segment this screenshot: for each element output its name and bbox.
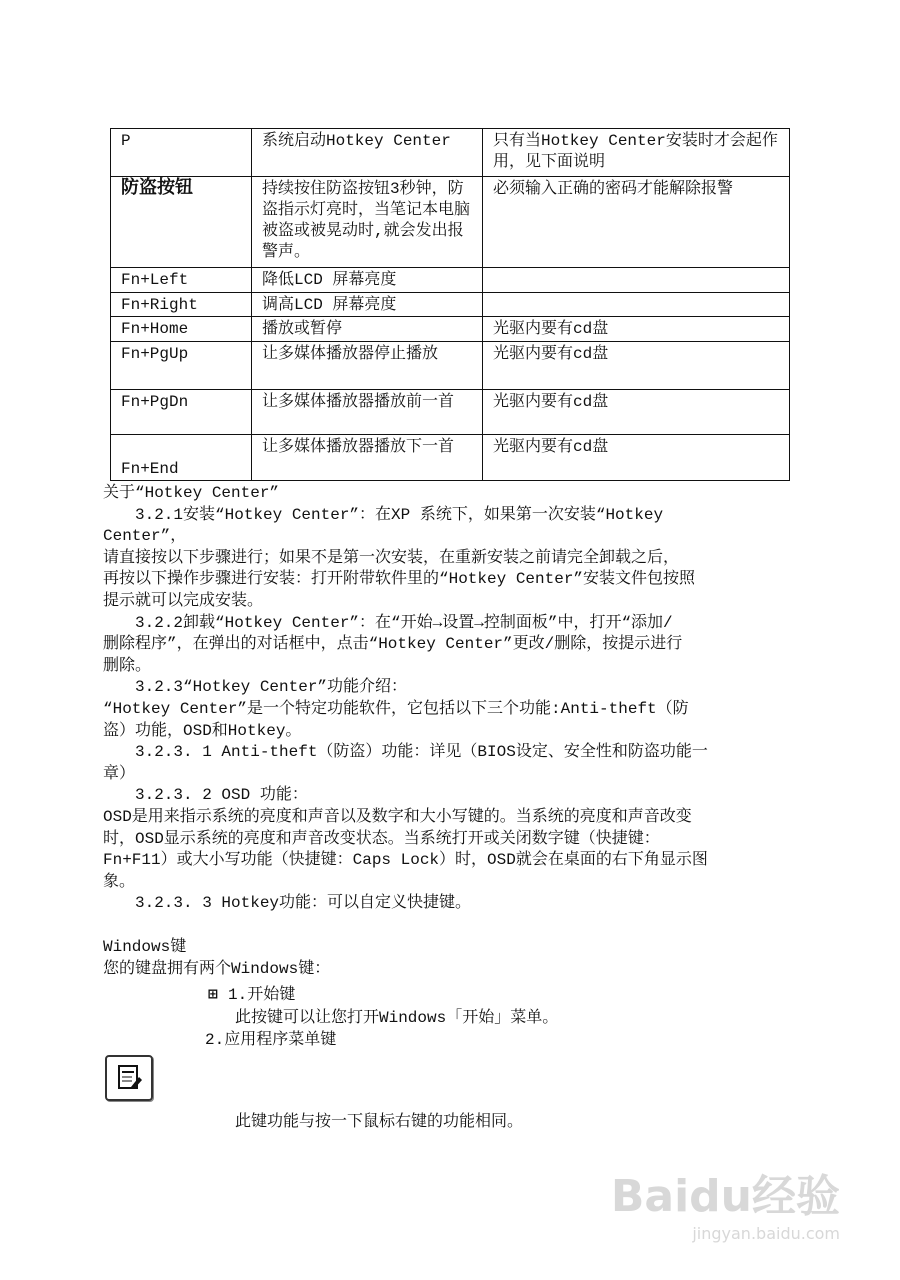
paragraph-line: Fn+F11）或大小写功能（快捷键：Caps Lock）时，OSD就会在桌面的右下角显示图	[103, 851, 708, 870]
paragraph-line: Center”，	[103, 527, 187, 546]
windows-intro: 您的键盘拥有两个Windows键：	[103, 960, 331, 978]
cell-action: 让多媒体播放器停止播放	[252, 342, 483, 390]
cell-note: 光驱内要有cd盘	[483, 390, 790, 435]
paragraph-line: 3.2.3“Hotkey Center”功能介绍：	[103, 678, 408, 697]
watermark-brand: Baidu经验	[610, 1171, 840, 1222]
table-row	[111, 293, 790, 317]
paragraph-line: 时，OSD显示系统的亮度和声音改变状态。当系统打开或关闭数字键（快捷键：	[103, 829, 660, 848]
cell-key: 防盗按钮	[111, 177, 252, 268]
paragraph-line: 3.2.3. 1 Anti-theft（防盗）功能：详见（BIOS设定、安全性和防盗功能一	[103, 743, 708, 762]
cell-note	[483, 293, 790, 317]
cell-action: 让多媒体播放器播放下一首	[252, 435, 483, 481]
cell-note: 必须输入正确的密码才能解除报警	[483, 177, 790, 268]
cell-action: 降低LCD 屏幕亮度	[252, 268, 483, 293]
paragraph-line: 象。	[103, 872, 136, 891]
start-key-desc: 此按键可以让您打开Windows「开始」菜单。	[235, 1009, 559, 1027]
windows-logo-icon: ⊞	[208, 986, 218, 1004]
paragraph-line: 3.2.1安装“Hotkey Center”：在XP 系统下，如果第一次安装“Hotkey	[103, 505, 664, 524]
watermark-url: jingyan.baidu.com	[692, 1224, 840, 1243]
cell-note: 光驱内要有cd盘	[483, 435, 790, 481]
paragraph-line: OSD是用来指示系统的亮度和声音以及数字和大小写键的。当系统的亮度和声音改变	[103, 808, 692, 826]
paragraph-line: 删除程序”，在弹出的对话框中，点击“Hotkey Center”更改/删除，按提示进行	[103, 635, 683, 654]
cell-key: P	[111, 129, 252, 177]
paragraph-line: 请直接按以下步骤进行；如果不是第一次安装，在重新安装之前请完全卸载之后，	[103, 548, 680, 567]
table-row	[111, 129, 790, 177]
table-row	[111, 177, 790, 268]
table-row	[111, 390, 790, 435]
paragraph-line: 再按以下操作步骤进行安装：打开附带软件里的“Hotkey Center”安装文件包按照	[103, 570, 696, 589]
menu-key-desc: 此键功能与按一下鼠标右键的功能相同。	[235, 1113, 524, 1131]
hotkey-table	[110, 128, 790, 481]
paragraph-line: 3.2.3. 3 Hotkey功能：可以自定义快捷键。	[103, 894, 472, 913]
cell-key: Fn+Home	[111, 317, 252, 342]
baidu-watermark	[611, 1160, 840, 1243]
cell-key: Fn+End	[111, 435, 252, 481]
table-row	[111, 342, 790, 390]
cell-key: Fn+PgDn	[111, 390, 252, 435]
table-row	[111, 435, 790, 481]
paragraph-line: 3.2.3. 2 OSD 功能：	[103, 786, 308, 805]
paragraph-line: 关于“Hotkey Center”	[103, 484, 280, 502]
paragraph-line: 3.2.2卸载“Hotkey Center”：在“开始→设置→控制面板”中，打开“添加/	[103, 613, 673, 632]
cell-key: Fn+Left	[111, 268, 252, 293]
cell-note	[483, 268, 790, 293]
paragraph-line: 盗）功能，OSD和Hotkey。	[103, 721, 302, 740]
paragraph-line: 章）	[103, 764, 136, 783]
cell-action: 持续按住防盗按钮3秒钟，防盗指示灯亮时，当笔记本电脑被盗或被晃动时,就会发出报警声。	[252, 177, 483, 268]
start-key-label	[208, 985, 295, 1005]
cell-note: 只有当Hotkey Center安装时才会起作用，见下面说明	[483, 129, 790, 177]
cell-key: Fn+PgUp	[111, 342, 252, 390]
application-menu-key-icon	[105, 1055, 153, 1101]
table-row	[111, 268, 790, 293]
paragraph-line: 删除。	[103, 656, 152, 675]
table-row	[111, 317, 790, 342]
windows-heading: Windows键	[103, 938, 187, 956]
cell-key: Fn+Right	[111, 293, 252, 317]
cell-action: 调高LCD 屏幕亮度	[252, 293, 483, 317]
paragraph-line: 提示就可以完成安装。	[103, 592, 264, 610]
cell-action: 播放或暂停	[252, 317, 483, 342]
paragraph-line: “Hotkey Center”是一个特定功能软件，它包括以下三个功能:Anti-theft（防	[103, 700, 689, 718]
start-key-text: 1.开始键	[228, 986, 296, 1004]
cell-action: 系统启动Hotkey Center	[252, 129, 483, 177]
cell-note: 光驱内要有cd盘	[483, 342, 790, 390]
cell-note: 光驱内要有cd盘	[483, 317, 790, 342]
menu-key-label: 2.应用程序菜单键	[205, 1031, 337, 1049]
cell-action: 让多媒体播放器播放前一首	[252, 390, 483, 435]
